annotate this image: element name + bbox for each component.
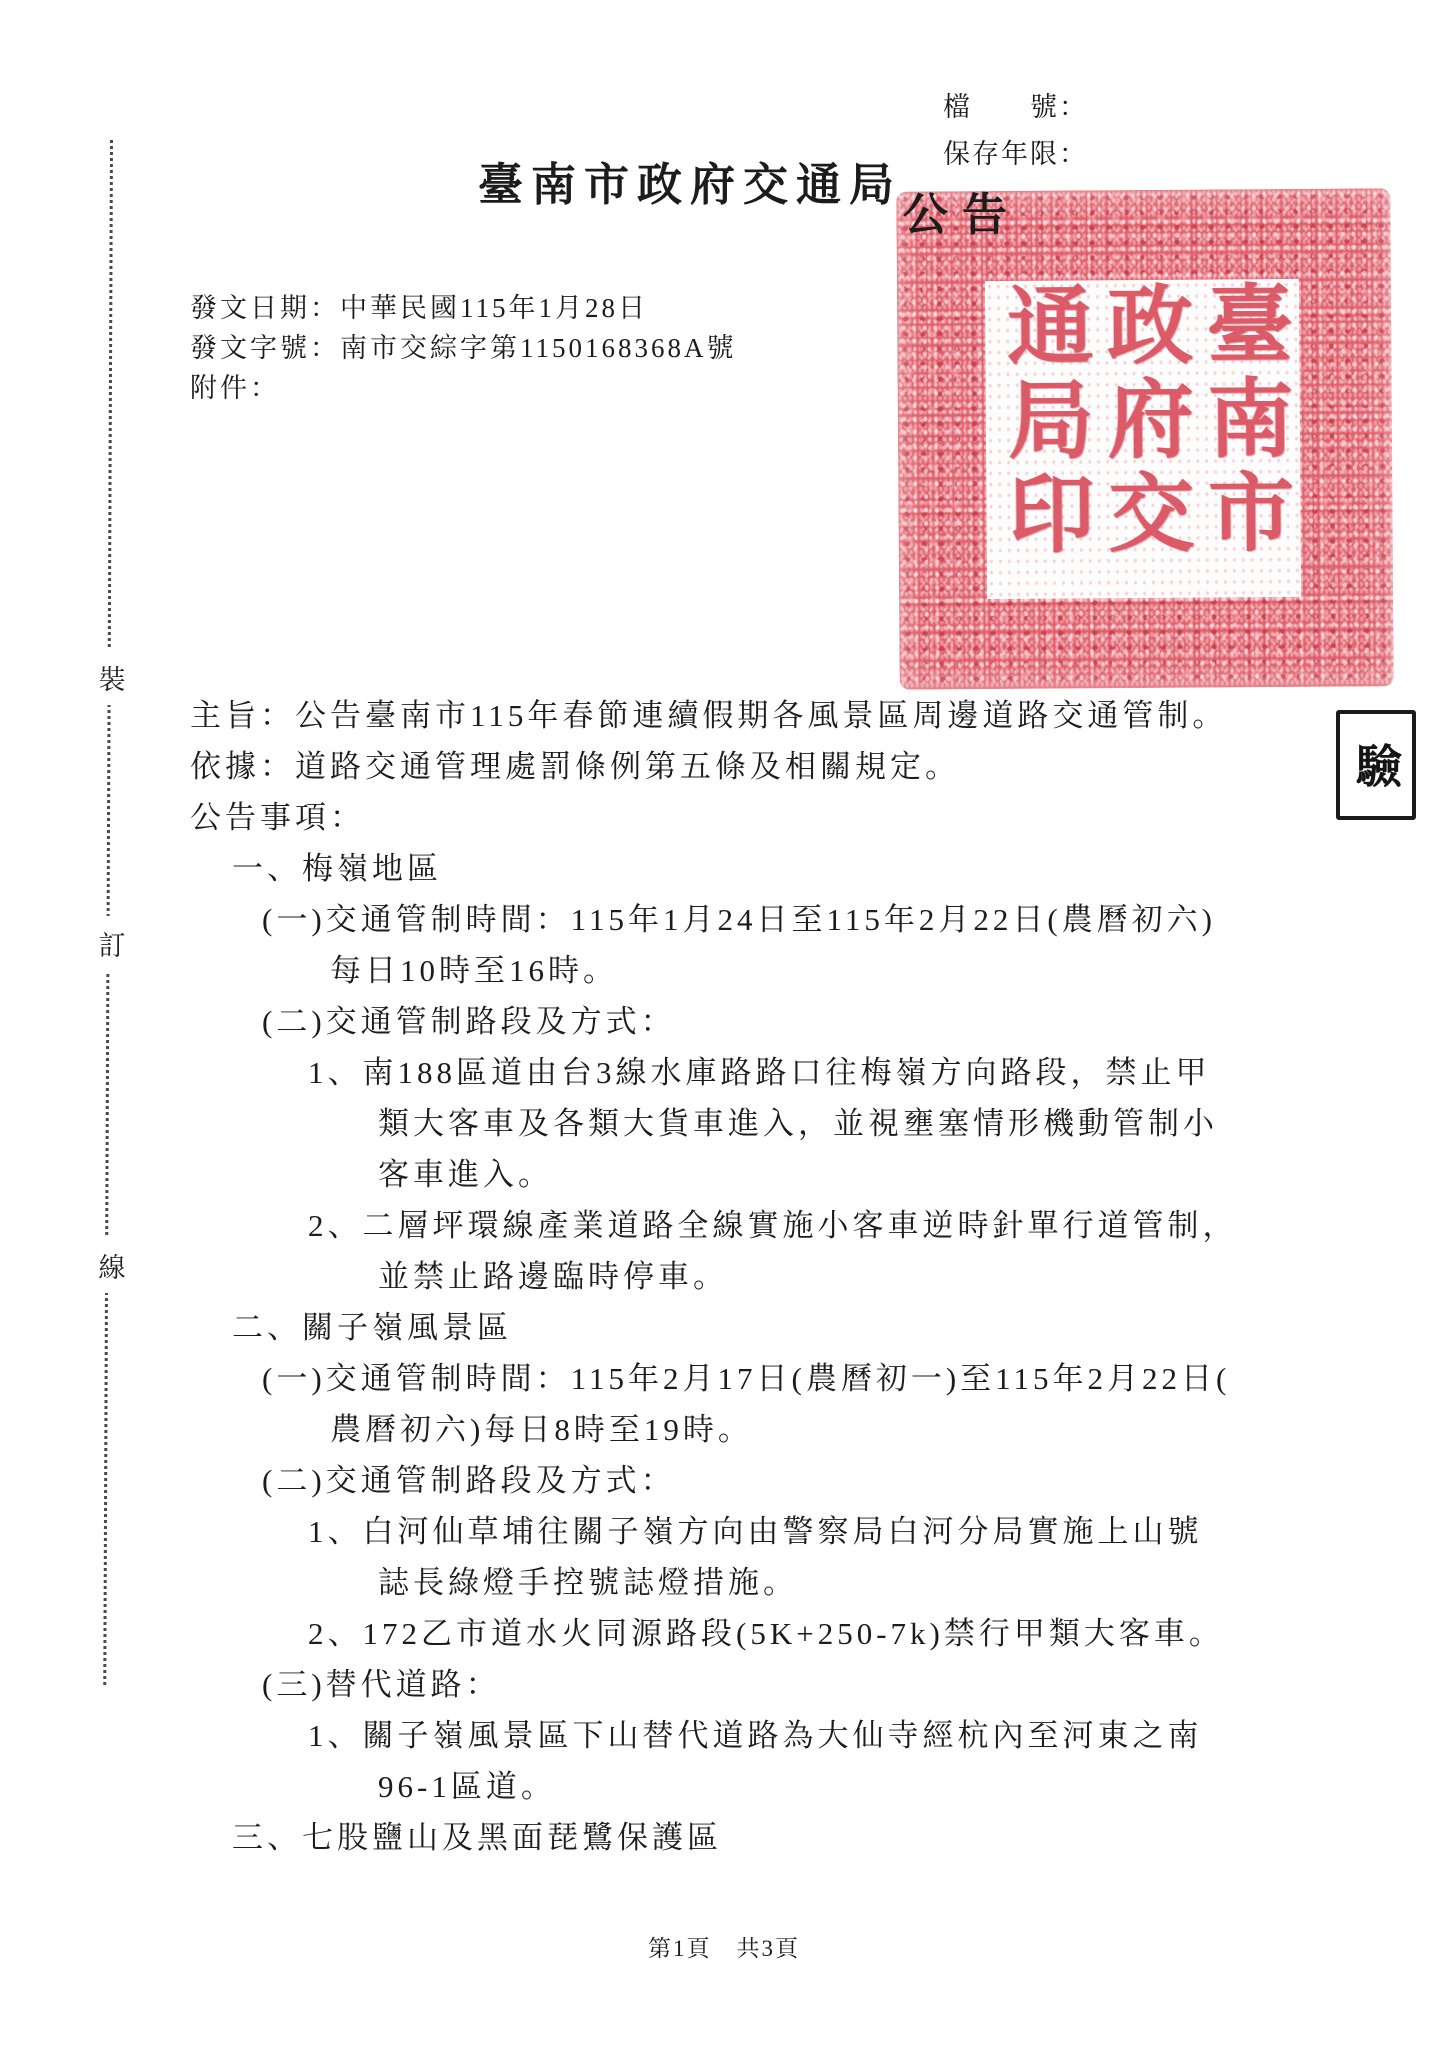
- body-line: 並禁止路邊臨時停車。: [378, 1259, 728, 1294]
- body-line: 依據：道路交通管理處罰條例第五條及相關規定。: [190, 749, 960, 784]
- body-line: 誌長綠燈手控號誌燈措施。: [378, 1565, 798, 1600]
- body-line: 每日10時至16時。: [330, 953, 618, 988]
- body-line: (二)交通管制路段及方式：: [262, 1463, 676, 1498]
- announcement-body: [190, 690, 1415, 1863]
- binding-mark-ding: 訂: [90, 916, 134, 971]
- binding-mark-xian: 線: [90, 1238, 134, 1293]
- body-line: 主旨：公告臺南市115年春節連續假期各風景區周邊道路交通管制。: [190, 698, 1228, 733]
- doc-number: 發文字號：南市交綜字第1150168368A號: [190, 333, 737, 363]
- body-line: (一)交通管制時間：115年1月24日至115年2月22日(農曆初六): [262, 902, 1216, 937]
- body-line: 1、關子嶺風景區下山替代道路為大仙寺經杭內至河東之南: [308, 1718, 1203, 1753]
- binding-mark-zhuang: 裝: [90, 650, 134, 705]
- doc-type-label: 公告: [903, 190, 1022, 240]
- body-line: 二、關子嶺風景區: [232, 1310, 512, 1345]
- body-line: 1、南188區道由台3線水庫路路口往梅嶺方向路段，禁止甲: [308, 1055, 1211, 1090]
- body-line: (一)交通管制時間：115年2月17日(農曆初一)至115年2月22日(: [262, 1361, 1231, 1396]
- page-number-indicator: 第1頁 共3頁: [648, 1936, 800, 1961]
- body-line: 一、梅嶺地區: [232, 851, 442, 886]
- body-line: 農曆初六)每日8時至19時。: [330, 1412, 753, 1447]
- body-line: (二)交通管制路段及方式：: [262, 1004, 676, 1039]
- archival-labels: [943, 84, 1088, 178]
- body-line: 三、七股鹽山及黑面琵鷺保護區: [232, 1820, 722, 1855]
- attachment-label: 附件：: [190, 373, 280, 403]
- binding-dotted-line: [103, 140, 113, 1685]
- body-line: 2、172乙市道水火同源路段(5K+250-7k)禁行甲類大客車。: [308, 1616, 1224, 1651]
- body-line: 公告事項：: [190, 800, 365, 835]
- body-line: 2、二層坪環線產業道路全線實施小客車逆時針單行道管制，: [308, 1208, 1238, 1243]
- document-meta: [190, 288, 737, 408]
- inspection-stamp: [1336, 710, 1416, 820]
- official-red-seal-text: 臺南市政府交通局印: [992, 278, 1295, 564]
- official-red-seal-center: [985, 279, 1301, 599]
- body-line: 1、白河仙草埔往關子嶺方向由警察局白河分局實施上山號: [308, 1514, 1203, 1549]
- retention-period-label: 保存年限：: [943, 139, 1088, 169]
- body-line: 客車進入。: [378, 1157, 553, 1192]
- body-line: 96-1區道。: [378, 1769, 556, 1804]
- issue-date: 發文日期：中華民國115年1月28日: [190, 293, 648, 323]
- inspection-stamp-text: 驗: [1349, 742, 1403, 788]
- official-red-seal: [896, 188, 1393, 689]
- agency-title: 臺南市政府交通局: [478, 160, 903, 210]
- body-line: (三)替代道路：: [262, 1667, 501, 1702]
- body-line: 類大客車及各類大貨車進入，並視壅塞情形機動管制小: [378, 1106, 1218, 1141]
- file-number-label: 檔 號：: [943, 92, 1088, 122]
